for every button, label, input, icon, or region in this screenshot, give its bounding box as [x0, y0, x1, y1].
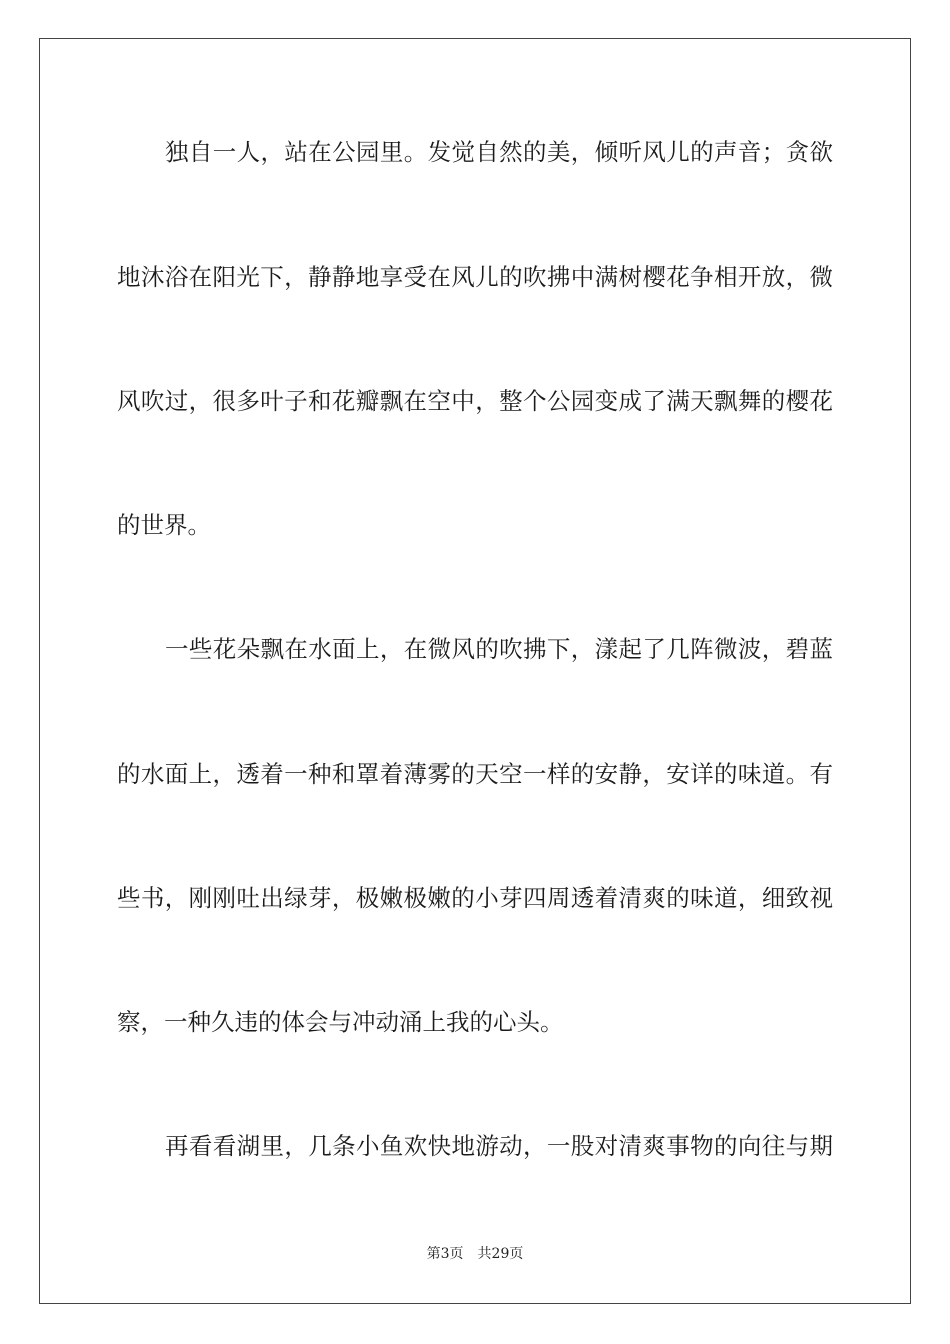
page-footer: [0, 1245, 950, 1263]
text-line: 的水面上，透着一种和罩着薄雾的天空一样的安静，安详的味道。有: [117, 760, 833, 788]
page-total: 共29页: [477, 1246, 524, 1262]
text-line: 察，一种久违的体会与冲动涌上我的心头。: [117, 1008, 564, 1036]
text-line: 风吹过，很多叶子和花瓣飘在空中，整个公园变成了满天飘舞的樱花: [117, 387, 833, 415]
text-line: 地沐浴在阳光下，静静地享受在风儿的吹拂中满树樱花争相开放，微: [117, 263, 833, 291]
page-number: 第3页: [426, 1246, 464, 1262]
text-line: 的世界。: [117, 511, 211, 539]
page-border: [39, 38, 911, 1304]
text-line: 一些花朵飘在水面上，在微风的吹拂下，漾起了几阵微波，碧蓝: [165, 635, 833, 663]
text-line: 些书，刚刚吐出绿芽，极嫩极嫩的小芽四周透着清爽的味道，细致视: [117, 884, 833, 912]
text-line: 再看看湖里，几条小鱼欢快地游动，一股对清爽事物的向往与期: [165, 1132, 833, 1160]
text-line: 独自一人，站在公园里。发觉自然的美，倾听风儿的声音；贪欲: [165, 138, 833, 166]
